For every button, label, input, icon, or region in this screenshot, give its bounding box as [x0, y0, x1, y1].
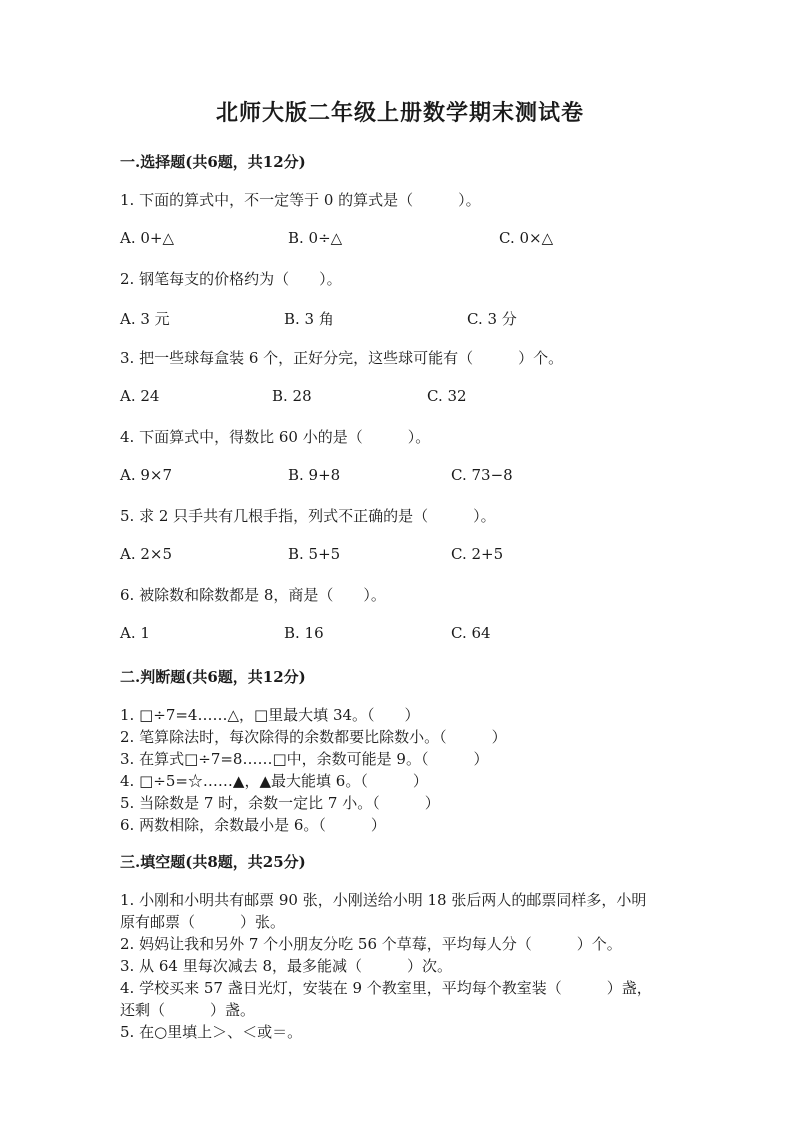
option: B. 16 — [284, 624, 324, 642]
option: C. 0×△ — [499, 229, 554, 247]
fill-blank-line: 1. 小刚和小明共有邮票 90 张，小刚送给小明 18 张后两人的邮票同样多，小明 — [120, 891, 647, 909]
option: C. 32 — [427, 387, 467, 405]
option: B. 5+5 — [288, 545, 341, 563]
question-stem: 4. 下面算式中，得数比 60 小的是（ ）。 — [120, 428, 431, 446]
fill-blank-line: 3. 从 64 里每次减去 8，最多能减（ ）次。 — [120, 957, 453, 975]
option: C. 64 — [451, 624, 491, 642]
judgment-item: 5. 当除数是 7 时，余数一定比 7 小。（ ） — [120, 794, 440, 812]
judgment-item: 4. □÷5=☆……▲，▲最大能填 6。（ ） — [120, 772, 428, 790]
section-heading-fill-blank: 三.填空题(共8题，共25分) — [120, 853, 306, 871]
judgment-item: 2. 笔算除法时，每次除得的余数都要比除数小。（ ） — [120, 728, 507, 746]
option: C. 2+5 — [451, 545, 504, 563]
option: B. 28 — [272, 387, 312, 405]
fill-blank-line: 原有邮票（ ）张。 — [120, 913, 286, 931]
option: C. 73−8 — [451, 466, 513, 484]
question-stem: 5. 求 2 只手共有几根手指，列式不正确的是（ ）。 — [120, 507, 496, 525]
question-stem: 3. 把一些球每盒装 6 个，正好分完，这些球可能有（ ）个。 — [120, 349, 564, 367]
option: A. 24 — [120, 387, 160, 405]
fill-blank-line: 还剩（ ）盏。 — [120, 1001, 256, 1019]
judgment-item: 6. 两数相除，余数最小是 6。（ ） — [120, 816, 386, 834]
page-title: 北师大版二年级上册数学期末测试卷 — [215, 100, 584, 126]
section-heading-choice: 一.选择题(共6题，共12分) — [120, 153, 306, 171]
option: A. 0+△ — [120, 229, 175, 247]
question-stem: 2. 钢笔每支的价格约为（ ）。 — [120, 270, 342, 288]
fill-blank-line: 4. 学校买来 57 盏日光灯，安装在 9 个教室里，平均每个教室装（ ）盏， — [120, 979, 652, 997]
question-stem: 6. 被除数和除数都是 8，商是（ ）。 — [120, 586, 386, 604]
judgment-item: 1. □÷7=4……△，□里最大填 34。（ ） — [120, 706, 420, 724]
option: B. 3 角 — [284, 310, 334, 328]
fill-blank-line: 2. 妈妈让我和另外 7 个小朋友分吃 56 个草莓，平均每人分（ ）个。 — [120, 935, 622, 953]
question-stem: 1. 下面的算式中，不一定等于 0 的算式是（ ）。 — [120, 191, 481, 209]
option: A. 1 — [120, 624, 150, 642]
fill-blank-line: 5. 在○里填上＞、＜或＝。 — [120, 1023, 303, 1041]
option: C. 3 分 — [467, 310, 517, 328]
option: A. 2×5 — [120, 545, 173, 563]
option: B. 0÷△ — [288, 229, 343, 247]
option: A. 3 元 — [120, 310, 170, 328]
option: B. 9+8 — [288, 466, 341, 484]
option: A. 9×7 — [120, 466, 173, 484]
judgment-item: 3. 在算式□÷7=8……□中，余数可能是 9。（ ） — [120, 750, 489, 768]
section-heading-judgment: 二.判断题(共6题，共12分) — [120, 668, 306, 686]
